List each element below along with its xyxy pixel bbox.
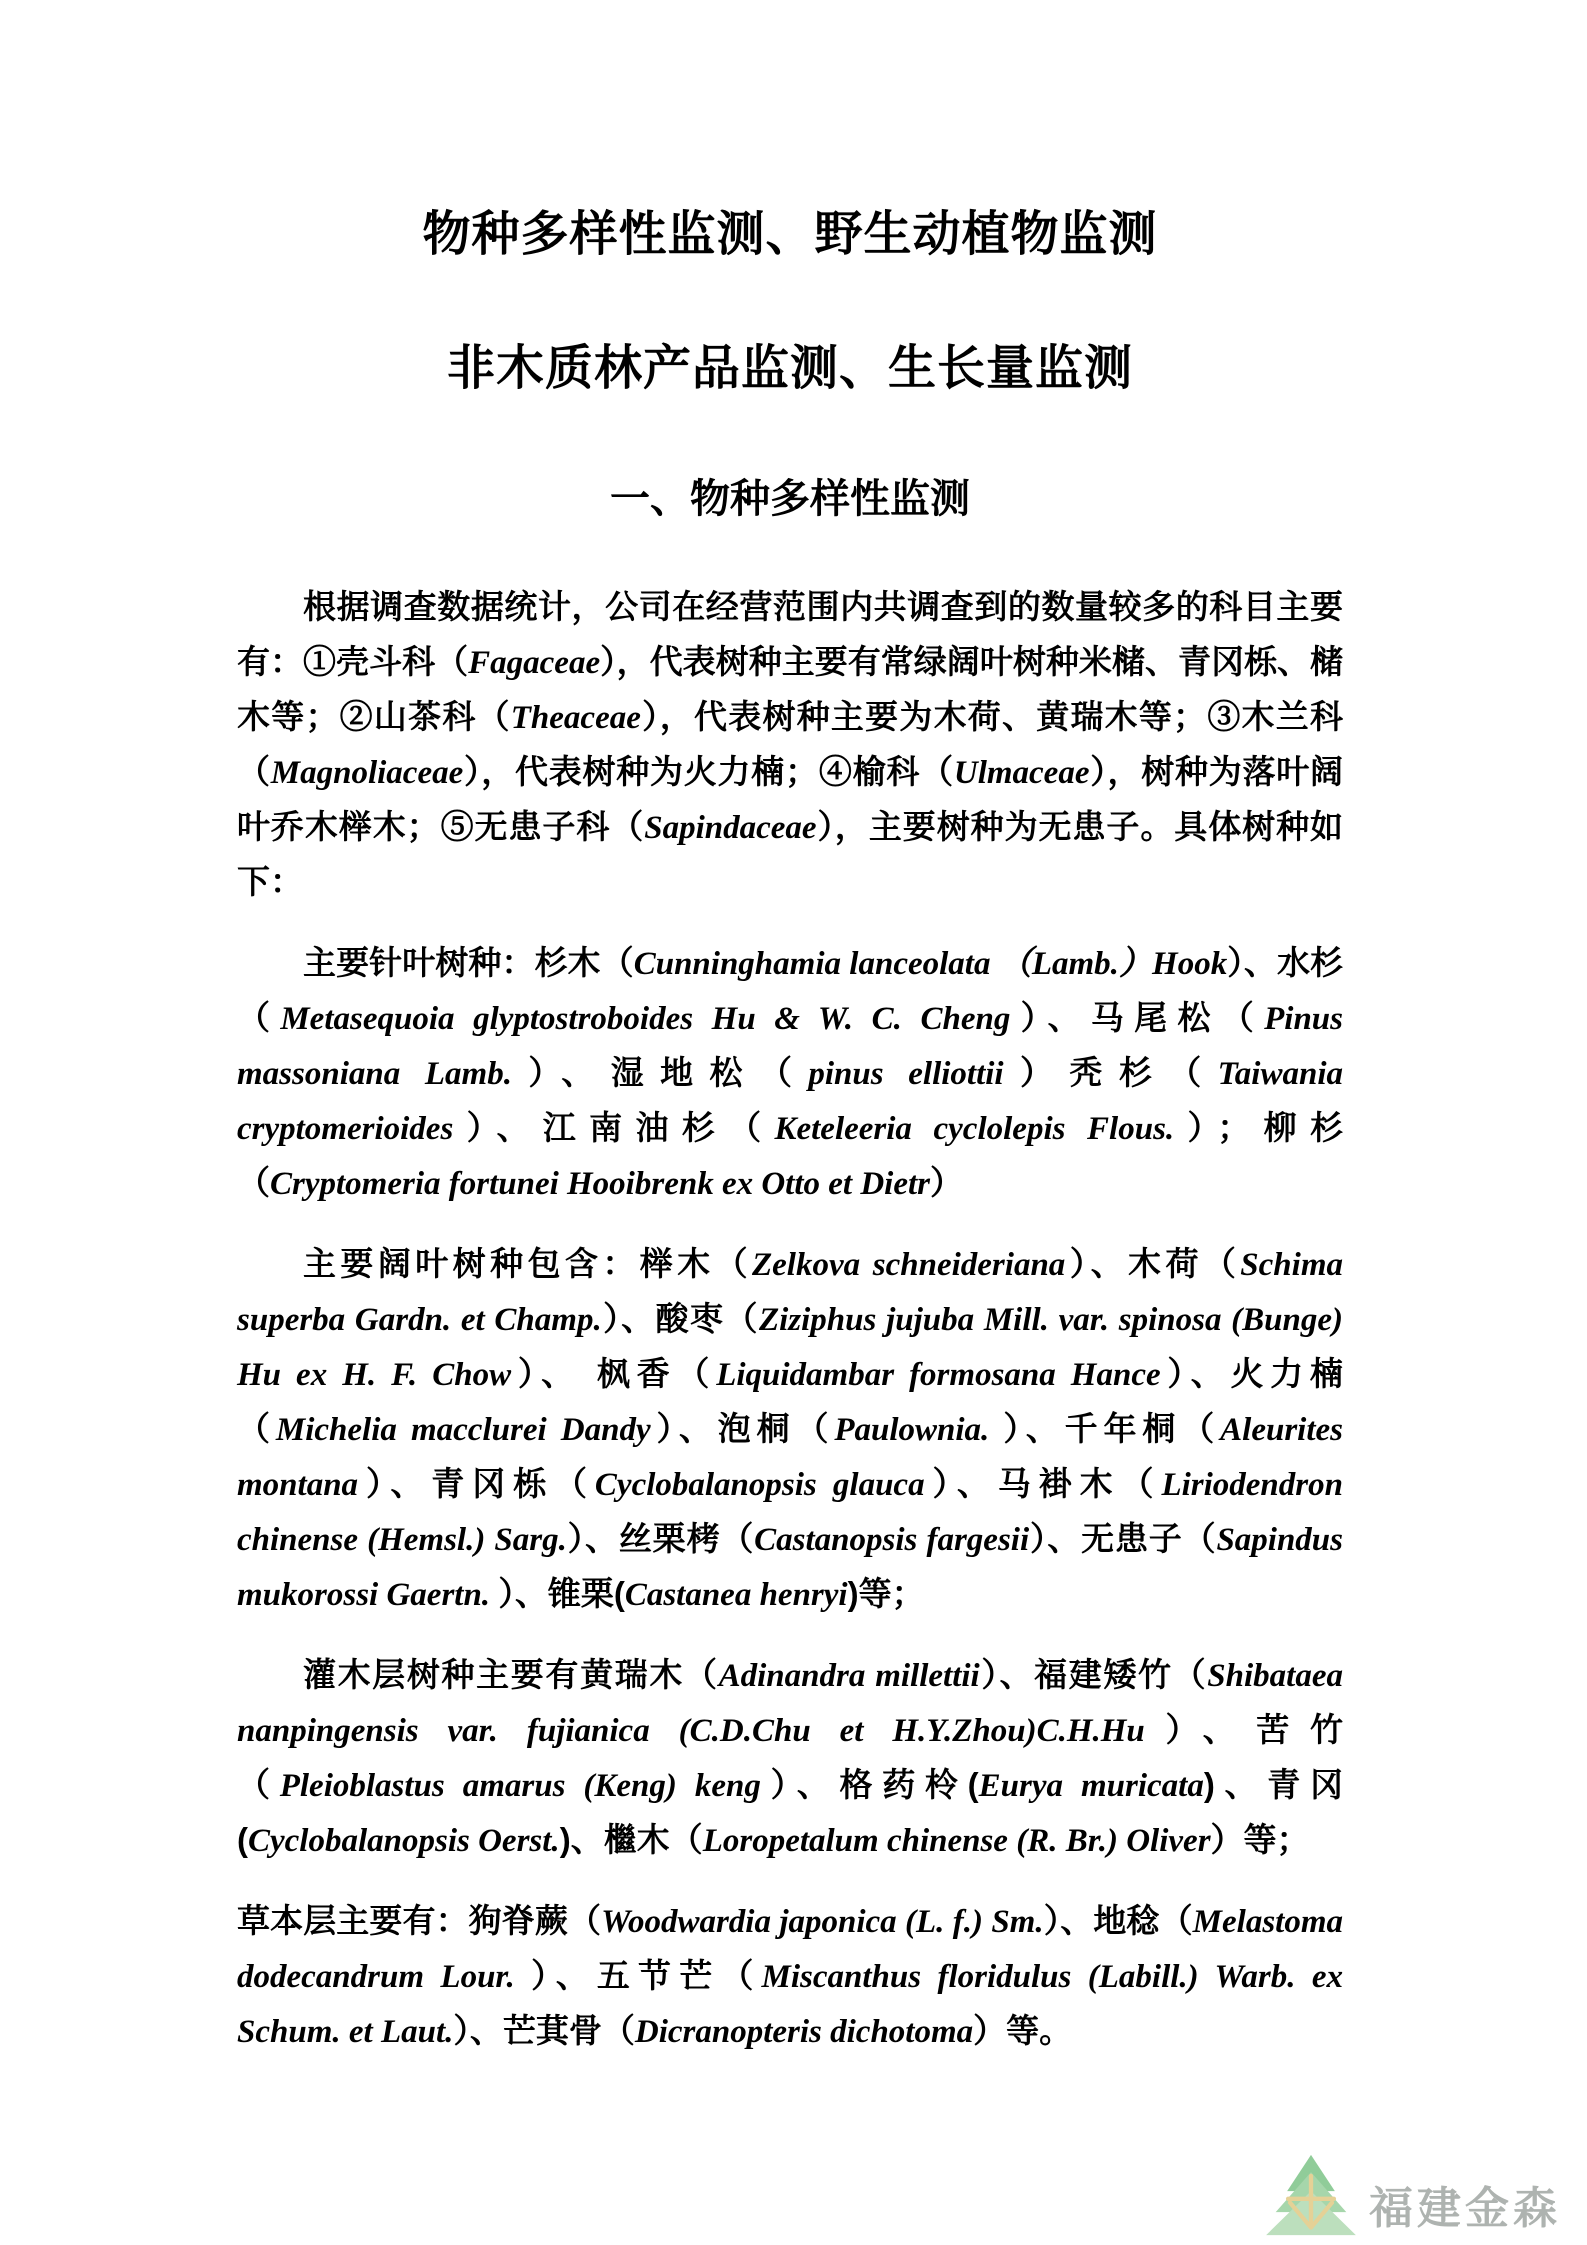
latin-species-name: Castanea henryi — [624, 1577, 848, 1613]
chinese-text: ）、 枫香（ — [511, 1355, 717, 1392]
latin-species-name: Loropetalum chinense (R. Br.) Oliver — [702, 1823, 1211, 1859]
chinese-text: ）、木荷（ — [1065, 1245, 1241, 1282]
latin-species-name: Cunninghamia lanceolata （Lamb.）Hook — [633, 946, 1228, 982]
chinese-text: ）、芒萁骨（ — [453, 2012, 635, 2049]
latin-species-name: Paulownia. — [834, 1412, 1004, 1448]
chinese-text: ）、马尾松（ — [1010, 999, 1265, 1036]
chinese-text: ）等； — [1210, 1821, 1310, 1858]
paragraph-broadleaf — [237, 1237, 1343, 1622]
chinese-text: ），代表树种主要为木荷、黄瑞木等；③木兰科（ — [237, 698, 1344, 790]
latin-species-name: Ziziphus jujuba Mill. var. spinosa (Bunge) Hu ex H. F. Chow — [237, 1302, 1344, 1393]
chinese-text: ） — [929, 1164, 963, 1201]
chinese-text: ）、青冈栎（ — [358, 1465, 595, 1502]
latin-species-name: Shibataea nanpingensis var. fujianica (C.D.Chu et H.Y.Zhou)C.H.Hu — [237, 1658, 1343, 1749]
latin-species-name: Fagaceae — [468, 645, 601, 681]
latin-species-name: Pinus massoniana Lamb. — [237, 1001, 1343, 1092]
latin-species-name: Keteleeria cyclolepis Flous. — [774, 1111, 1175, 1147]
chinese-text: 根据调查数据统计，公司在经营范围内共调查到的数量较多的科目主要有：①壳斗科（ — [237, 588, 1343, 680]
chinese-text: 草本层主要有：狗脊蕨（ — [237, 1902, 602, 1939]
chinese-text: ），主要树种为无患子。具体树种如下： — [237, 808, 1344, 900]
chinese-text: ）、地稔（ — [1043, 1902, 1193, 1939]
paragraph-conifers — [237, 936, 1343, 1211]
chinese-text: ）、酸枣（ — [601, 1300, 759, 1337]
company-name-text: 福建金森 — [1369, 2184, 1561, 2233]
latin-species-name: Michelia macclurei Dandy — [275, 1412, 651, 1448]
paragraph-intro — [237, 580, 1343, 910]
latin-species-name: Taiwania cryptomerioides — [237, 1056, 1344, 1147]
chinese-text: 主要针叶树种：杉木（ — [303, 944, 634, 981]
latin-species-name: Miscanthus floridulus (Labill.) Warb. ex Schum. et Laut. — [237, 1959, 1344, 2050]
chinese-text: 主要阔叶树种包含：榉木（ — [303, 1245, 752, 1282]
company-logo — [1263, 2153, 1561, 2237]
chinese-text: ）、福建矮竹（ — [979, 1656, 1208, 1693]
latin-species-name: Schima superba Gardn. et Champ. — [237, 1247, 1343, 1338]
chinese-text: ）、千年桐（ — [1003, 1410, 1221, 1447]
latin-species-name: Cyclobalanopsis glauca — [594, 1467, 925, 1503]
latin-species-name: Theaceae — [510, 700, 641, 736]
latin-species-name: pinus elliottii — [808, 1056, 1004, 1092]
latin-species-name: Cryptomeria fortunei Hooibrenk ex Otto et Dietr — [270, 1166, 930, 1202]
latin-species-name: Adinandra millettii — [718, 1658, 980, 1694]
latin-species-name: Eurya muricata — [978, 1768, 1204, 1804]
doc-title-line2: 非木质林产品监测、生长量监测 — [446, 342, 1133, 395]
chinese-text: ）、苦竹（ — [237, 1711, 1343, 1803]
latin-species-name: Magnoliaceae — [270, 755, 464, 791]
latin-species-name: Pleioblastus amarus (Keng) keng — [279, 1768, 761, 1804]
chinese-text: ）；柳杉（ — [237, 1109, 1344, 1201]
body-paragraphs — [237, 580, 1343, 2059]
latin-species-name: Zelkova schneideriana — [751, 1247, 1066, 1283]
latin-species-name: Woodwardia japonica (L. f.) Sm. — [601, 1904, 1044, 1940]
chinese-text: ）等。 — [973, 2012, 1073, 2049]
latin-species-name: Melastoma dodecandrum Lour. — [237, 1904, 1344, 1995]
section-heading: 一、物种多样性监测 — [610, 477, 970, 521]
chinese-text: ）、格药柃( — [760, 1766, 979, 1803]
doc-title-line1: 物种多样性监测、野生动植物监测 — [422, 208, 1158, 261]
chinese-text: )、檵木（ — [559, 1821, 703, 1858]
paragraph-herb-layer — [237, 1894, 1343, 2059]
chinese-text: ）、锥栗( — [498, 1575, 625, 1612]
latin-species-name: Sapindus mukorossi Gaertn. — [237, 1522, 1344, 1613]
chinese-text: ），代表树种主要有常绿阔叶树种米槠、青冈栎、槠木等；②山茶科（ — [237, 643, 1344, 735]
latin-species-name: Sapindaceae — [644, 810, 817, 846]
latin-species-name: Metasequoia glyptostroboides Hu & W. C. Cheng — [280, 1001, 1011, 1037]
chinese-text: ）、五节芒（ — [531, 1957, 762, 1994]
paragraph-shrub-layer — [237, 1648, 1343, 1868]
chinese-text: ）、泡桐（ — [650, 1410, 835, 1447]
latin-species-name: Aleurites montana — [237, 1412, 1344, 1503]
chinese-text: ）、水杉（ — [237, 944, 1344, 1036]
chinese-text: )、青冈( — [237, 1766, 1343, 1858]
chinese-text: ）、马褂木（ — [924, 1465, 1162, 1502]
chinese-text: ）、无患子（ — [1029, 1520, 1217, 1557]
chinese-text: ）秃杉（ — [1003, 1054, 1218, 1091]
chinese-text: ），树种为落叶阔叶乔木榉木；⑤无患子科（ — [237, 753, 1344, 845]
chinese-text: ）、湿地松（ — [511, 1054, 809, 1091]
latin-species-name: Liriodendron chinense (Hemsl.) Sarg. — [237, 1467, 1343, 1558]
latin-species-name: Castanopsis fargesii — [754, 1522, 1030, 1558]
chinese-text: ）、火力楠（ — [237, 1355, 1344, 1447]
latin-species-name: Liquidambar formosana Hance — [716, 1357, 1161, 1393]
chinese-text: ）、丝栗栲（ — [566, 1520, 755, 1557]
latin-species-name: Ulmaceae — [953, 755, 1090, 791]
chinese-text: ），代表树种为火力楠；④榆科（ — [463, 753, 954, 790]
pine-tree-icon — [1263, 2153, 1359, 2237]
chinese-text: )等； — [847, 1575, 925, 1612]
chinese-text: 灌木层树种主要有黄瑞木（ — [303, 1656, 719, 1693]
chinese-text: ）、江南油杉（ — [453, 1109, 775, 1146]
latin-species-name: Cyclobalanopsis Oerst. — [248, 1823, 560, 1859]
latin-species-name: Dicranopteris dichotoma — [634, 2014, 974, 2050]
